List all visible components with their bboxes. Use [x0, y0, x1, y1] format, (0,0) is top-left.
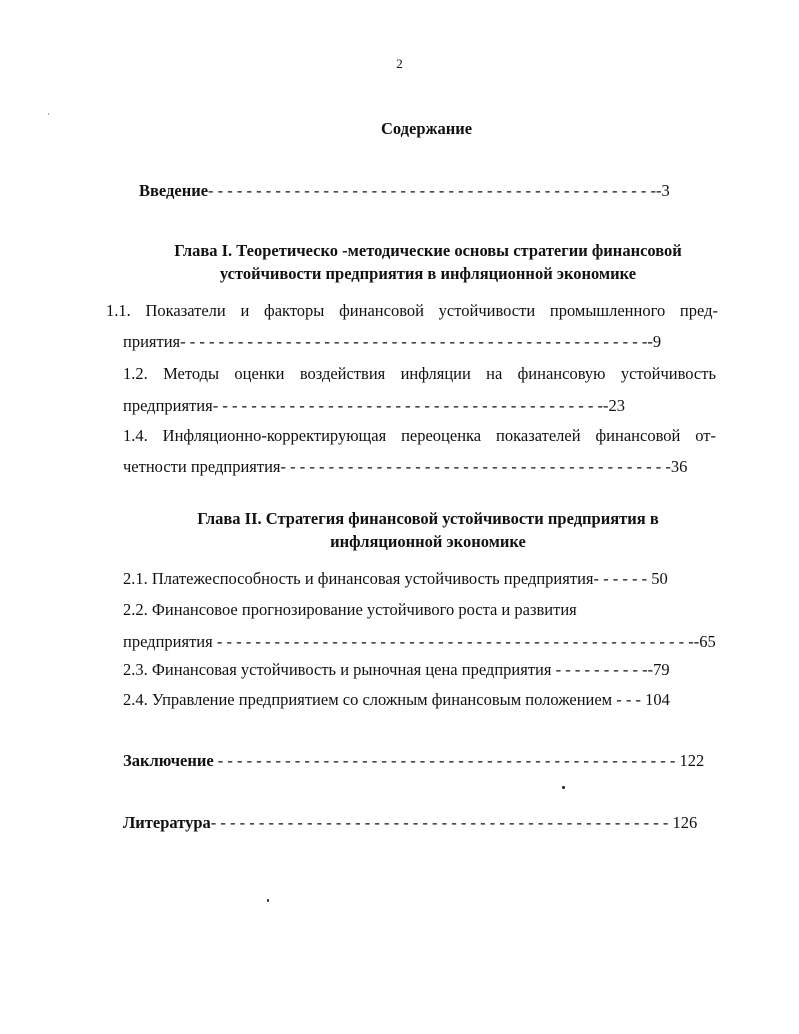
toc-1-4-page: 36	[670, 457, 688, 476]
toc-entry-1-2	[123, 395, 723, 417]
toc-2-1-page: 50	[651, 569, 668, 588]
toc-1-4-dashes: - - - - - - - - - - - - - - - - - - - - - - - - - - - - - - - - - - - - - - - - -	[280, 457, 671, 476]
toc-2-2-dashes: - - - - - - - - - - - - - - - - - - - - - - - - - - - - - - - - - - - - - - - - - - - - - - - - - -	[216, 632, 694, 651]
toc-2-4-label: 2.4. Управление предприятием со сложным финансовым положением	[123, 690, 613, 709]
toc-2-1-dashes: - - - - - -	[593, 569, 648, 588]
toc-2-2-page: -65	[693, 632, 716, 651]
chapter-1-line1: Глава I. Теоретическо -методические основы стратегии финансовой	[174, 241, 682, 260]
toc-1-2-dashes: - - - - - - - - - - - - - - - - - - - - - - - - - - - - - - - - - - - - - - - - -	[212, 396, 603, 415]
toc-intro-dashes: - - - - - - - - - - - - - - - - - - - - - - - - - - - - - - - - - - - - - - - - - - - - - - -	[208, 181, 657, 200]
chapter-1-heading	[108, 239, 748, 285]
scan-speck	[562, 786, 565, 789]
toc-1-4-label: четности предприятия	[123, 457, 281, 476]
scan-speck	[48, 113, 49, 115]
chapter-1-line2: устойчивости предприятия в инфляционной экономике	[219, 264, 637, 283]
chapter-2-heading	[108, 507, 748, 553]
toc-2-4-page: 104	[645, 690, 670, 709]
toc-2-2-label: предприятия	[123, 632, 213, 651]
toc-literature-label: Литература	[123, 813, 211, 832]
toc-entry-conclusion	[123, 750, 723, 772]
toc-literature-dashes: - - - - - - - - - - - - - - - - - - - - - - - - - - - - - - - - - - - - - - - - - - - - - - - -	[210, 813, 669, 832]
page-number: 2	[396, 56, 403, 71]
toc-2-2-line1: 2.2. Финансовое прогнозирование устойчивого роста и развития	[123, 600, 577, 619]
toc-2-4-dashes: - - -	[616, 690, 641, 709]
toc-2-1-label: 2.1. Платежеспособность и финансовая устойчивость предприятия	[123, 569, 594, 588]
toc-1-1-page: -9	[647, 332, 662, 351]
toc-conclusion-label: Заключение	[123, 751, 214, 770]
page-title: Содержание	[380, 119, 473, 138]
toc-entry-1-1	[123, 331, 723, 353]
scan-speck	[267, 899, 269, 902]
toc-intro-label: Введение	[139, 181, 209, 200]
toc-intro-page: -3	[656, 181, 670, 200]
toc-entry-literature	[123, 812, 723, 834]
toc-1-1-label: приятия	[123, 332, 181, 351]
toc-entry-2-4	[123, 689, 723, 711]
toc-1-1-dashes: - - - - - - - - - - - - - - - - - - - - - - - - - - - - - - - - - - - - - - - - - - - - - - - - -	[180, 332, 648, 351]
toc-2-3-label: 2.3. Финансовая устойчивость и рыночная цена предприятия	[123, 660, 552, 679]
toc-conclusion-dashes: - - - - - - - - - - - - - - - - - - - - - - - - - - - - - - - - - - - - - - - - - - - - - - - -	[217, 751, 676, 770]
toc-2-3-dashes: - - - - - - - - - -	[555, 660, 648, 679]
chapter-2-line1: Глава II. Стратегия финансовой устойчивости предприятия в	[197, 509, 659, 528]
toc-2-3-page: -79	[647, 660, 670, 679]
toc-1-2-label: предприятия	[123, 396, 213, 415]
toc-1-2-line1: 1.2. Методы оценки воздействия инфляции на финансовую устойчивость	[123, 364, 716, 383]
toc-literature-page: 126	[672, 813, 698, 832]
toc-entry-2-2	[123, 631, 723, 653]
toc-conclusion-page: 122	[679, 751, 705, 770]
chapter-2-line2: инфляционной экономике	[330, 532, 526, 551]
toc-1-1-line1: 1.1. Показатели и факторы финансовой устойчивости промышленного пред-	[106, 301, 718, 320]
toc-entry-intro	[139, 180, 719, 202]
toc-entry-1-4	[123, 456, 723, 478]
toc-entry-2-3	[123, 659, 723, 681]
toc-entry-2-1	[123, 568, 723, 590]
toc-1-4-line1: 1.4. Инфляционно-корректирующая переоценка показателей финансовой от-	[123, 426, 716, 445]
toc-1-2-page: -23	[603, 396, 625, 415]
